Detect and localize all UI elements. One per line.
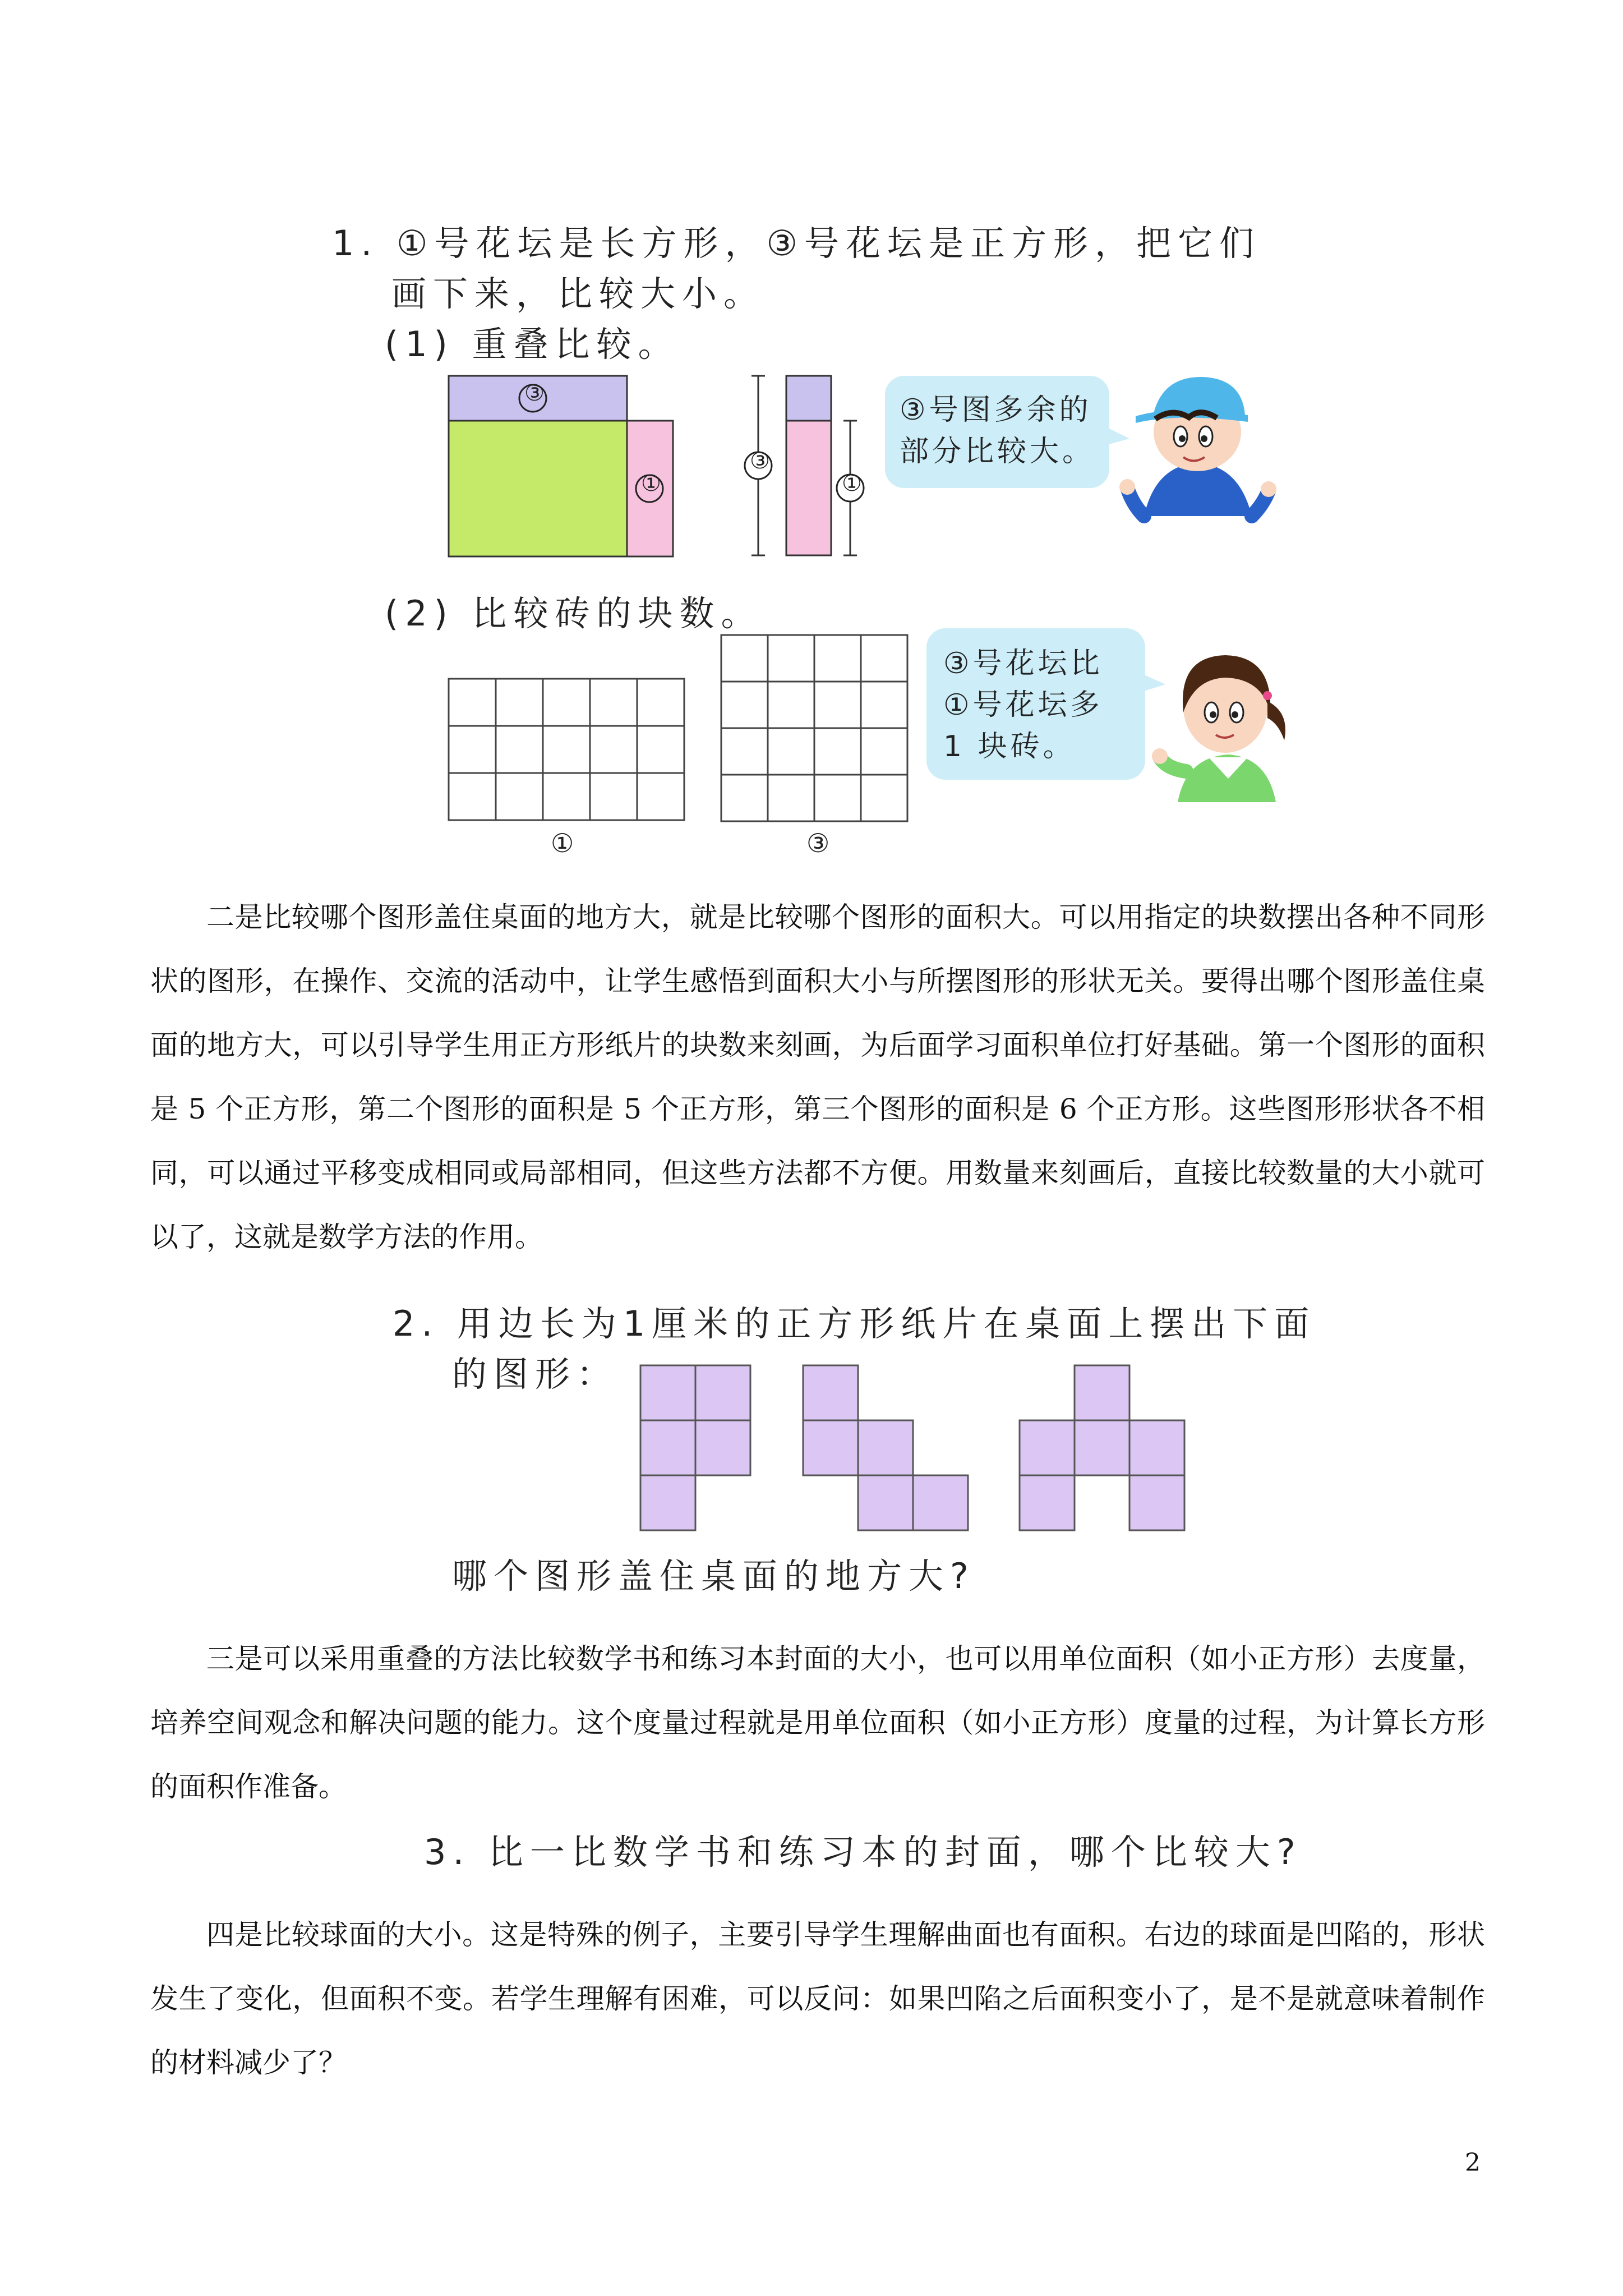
exercise2-question: 哪个图形盖住桌面的地方大?: [452, 1556, 975, 1596]
exercise2-line2: 的图形：: [452, 1354, 619, 1395]
boy-bubble-line1: ③号图多余的: [900, 393, 1092, 427]
tile-shape-a: [640, 1365, 750, 1530]
overlap-label-square: ③: [524, 380, 545, 406]
girl-bubble-line2: ①号花坛多: [943, 688, 1103, 722]
paragraph-2: 三是可以采用重叠的方法比较数学书和练习本封面的大小，也可以用单位面积（如小正方形）去度量，培养空间观念和解决问题的能力。这个度量过程就是用单位面积（如小正方形）度量的过程，为计算长方形的面积作准备。: [150, 1642, 1485, 1803]
exercise1-sub2: (2) 比较砖的块数。: [385, 593, 763, 634]
side-label-rect: ①: [842, 471, 862, 496]
exercise1-line2: 画下来，比较大小。: [391, 273, 766, 314]
girl-illustration: [1155, 628, 1290, 808]
side-comparison-figure: [739, 370, 907, 563]
boy-illustration: [1122, 365, 1273, 527]
overlap-figure: [448, 375, 683, 562]
tile-shapes: [634, 1360, 1206, 1539]
page-number: 2: [1465, 2148, 1481, 2177]
side-label-square: ③: [750, 448, 770, 474]
tile-shape-b: [803, 1365, 968, 1530]
paragraph-3: 四是比较球面的大小。这是特殊的例子，主要引导学生理解曲面也有面积。右边的球面是凹陷的，形状发生了变化，但面积不变。若学生理解有困难，可以反问：如果凹陷之后面积变小了，是不是就意味着制作的材料减少了？: [150, 1918, 1485, 2079]
grid1-caption: ①: [551, 828, 574, 858]
overlap-figure-svg: [448, 375, 683, 560]
grid2-caption: ③: [806, 828, 830, 858]
tile-grid-2: [720, 634, 911, 825]
tile-shape-c: [1020, 1365, 1184, 1530]
boy-bubble-line2: 部分比较大。: [900, 435, 1095, 468]
paragraph-1: 二是比较哪个图形盖住桌面的地方大，就是比较哪个图形的面积大。可以用指定的块数摆出各种不同形状的图形，在操作、交流的活动中，让学生感悟到面积大小与所摆图形的形状无关。要得出哪个图形盖住桌面的地方大，可以引导学生用正方形纸片的块数来刻画，为后面学习面积单位打好基础。第一个图形的面积是 5 个正方形，第二个图形的面积是 5 个正方形，第三个图形的面积是 6 个正方形。这些图形形状各不相同，可以通过平移变成相同或局部相同，但这些方法都不方便。用数量来刻画后，直接比较数量的大小就可以了，这就是数学方法的作用。: [150, 901, 1485, 1253]
exercise1-line1: 1. ①号花坛是长方形，③号花坛是正方形，把它们: [332, 223, 1261, 264]
girl-bubble-line1: ③号花坛比: [943, 647, 1103, 680]
exercise2-line1: 2. 用边长为1厘米的正方形纸片在桌面上摆出下面: [393, 1303, 1316, 1344]
exercise1-sub1: (1) 重叠比较。: [385, 324, 680, 365]
girl-bubble-line3: 1 块砖。: [943, 730, 1076, 763]
exercise3-line1: 3. 比一比数学书和练习本的封面，哪个比较大?: [424, 1832, 1302, 1872]
boy-speech-bubble: [885, 376, 1109, 488]
overlap-label-rect: ①: [641, 471, 661, 496]
girl-speech-bubble: [926, 628, 1145, 780]
tile-grid-1: [448, 678, 686, 823]
